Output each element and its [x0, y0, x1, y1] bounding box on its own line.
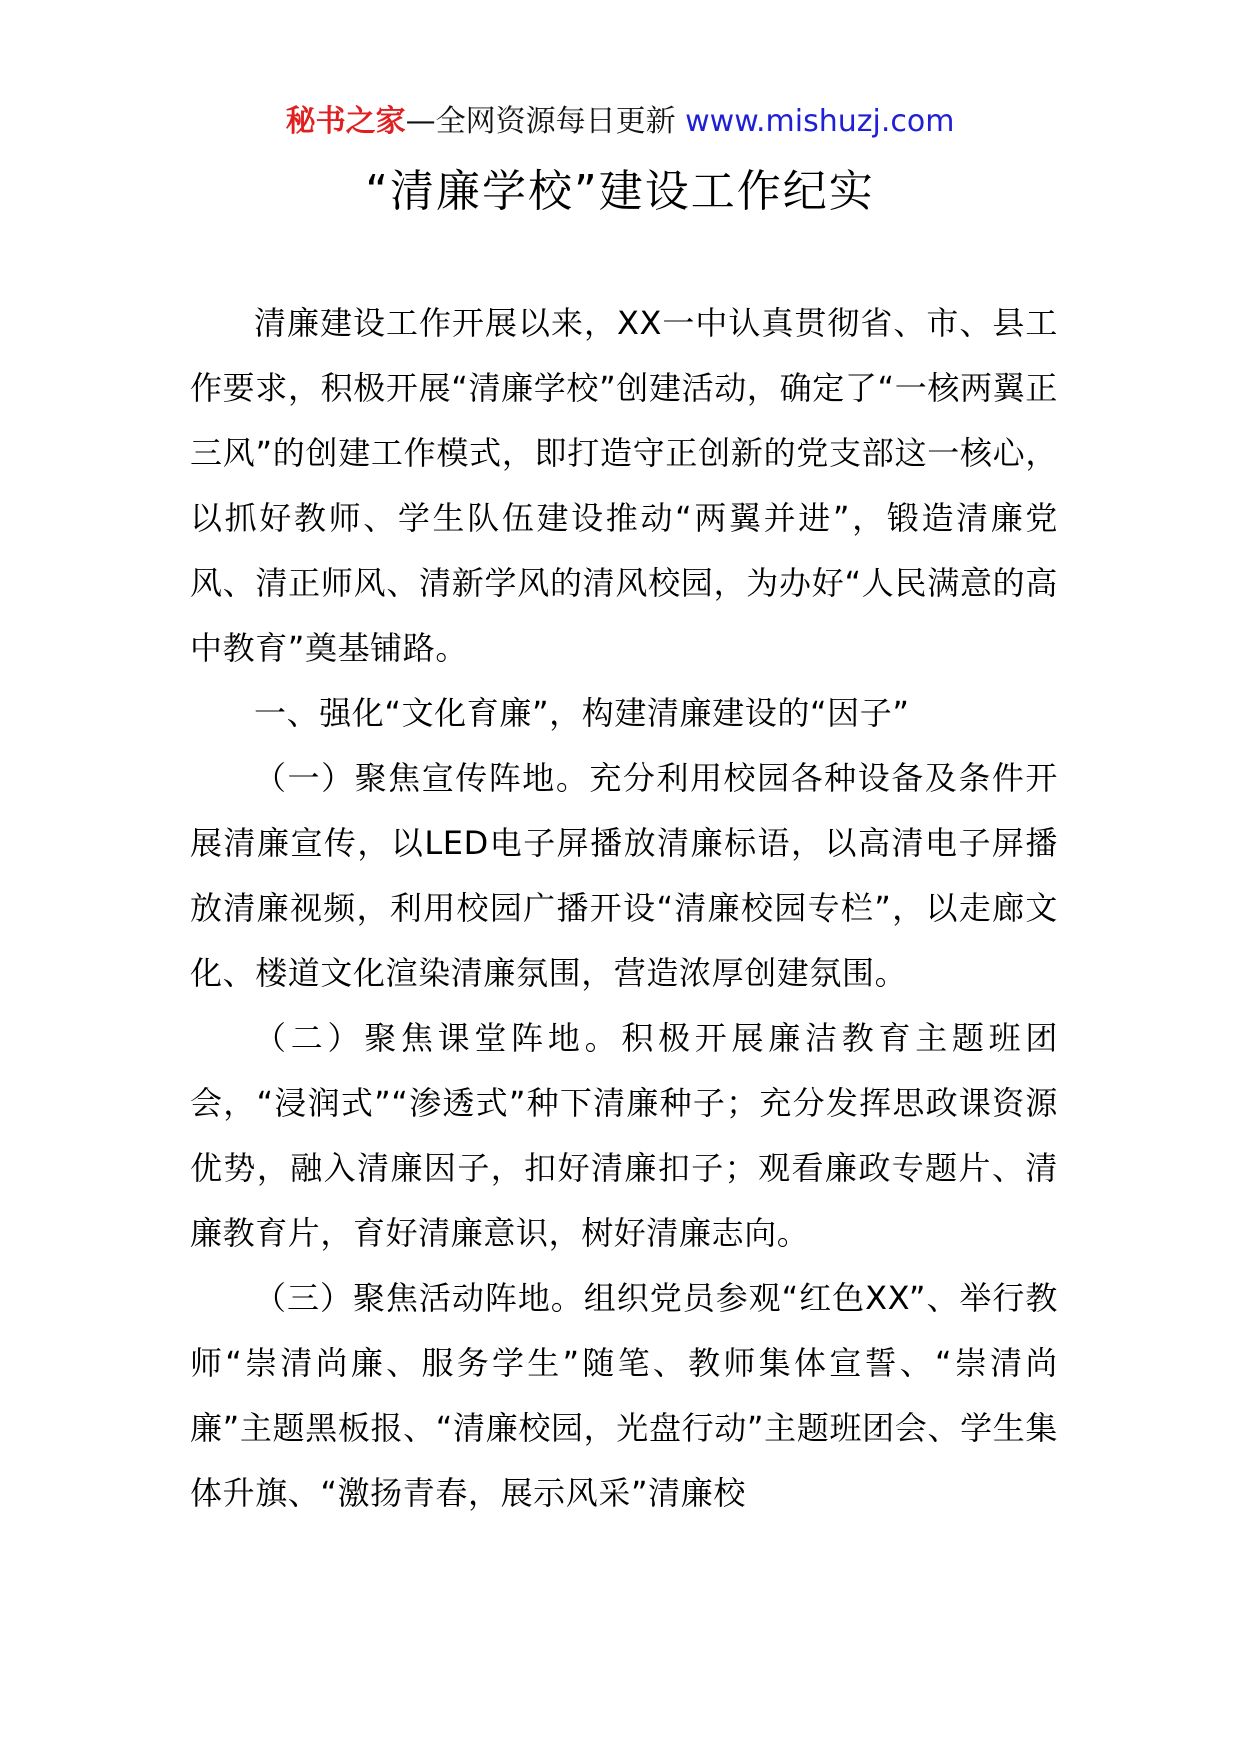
document-title: “清廉学校”建设工作纪实: [365, 166, 875, 217]
site-url: www.mishuzj.com: [685, 104, 955, 139]
paragraph-section-1-3: （三）聚焦活动阵地。组织党员参观“红色XX”、举行教师“崇清尚廉、服务学生”随笔、教师集体宣誓、“崇清尚廉”主题黑板报、“清廉校园，光盘行动”主题班团会、学生集体升旗、“激扬青春，展示风采”清廉校: [190, 1279, 1058, 1512]
document-body: [190, 291, 1058, 1526]
paragraph-section-1-1: （一）聚焦宣传阵地。充分利用校园各种设备及条件开展清廉宣传，以LED电子屏播放清廉标语，以高清电子屏播放清廉视频，利用校园广播开设“清廉校园专栏”，以走廊文化、楼道文化渲染清廉氛围，营造浓厚创建氛围。: [190, 759, 1058, 992]
brand-name: 秘书之家: [285, 104, 406, 139]
header-tagline: —全网资源每日更新: [405, 104, 686, 139]
site-header-banner: [0, 102, 1240, 142]
section-heading-1: 一、强化“文化育廉”，构建清廉建设的“因子”: [254, 694, 910, 732]
paragraph-intro: 清廉建设工作开展以来，XX一中认真贯彻省、市、县工作要求，积极开展“清廉学校”创建活动，确定了“一核两翼正三风”的创建工作模式，即打造守正创新的党支部这一核心，以抓好教师、学生队伍建设推动“两翼并进”，锻造清廉党风、清正师风、清新学风的清风校园，为办好“人民满意的高中教育”奠基铺路。: [190, 304, 1058, 667]
paragraph-section-1-2: （二）聚焦课堂阵地。积极开展廉洁教育主题班团会，“浸润式”“渗透式”种下清廉种子；充分发挥思政课资源优势，融入清廉因子，扣好清廉扣子；观看廉政专题片、清廉教育片，育好清廉意识，树好清廉志向。: [190, 1019, 1058, 1252]
